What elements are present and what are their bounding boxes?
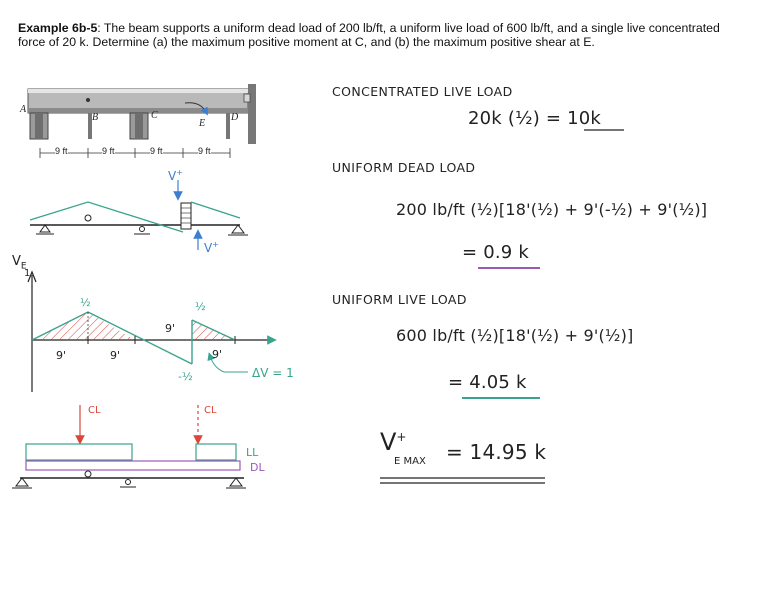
point-e-label: E — [199, 118, 206, 129]
load-layout — [12, 405, 246, 488]
point-d-label: D — [231, 112, 239, 123]
concentrated-equation: 20k (½) = 10k — [468, 108, 602, 129]
delta-v-label: ΔV = 1 — [252, 366, 294, 380]
cl-right-label: CL — [204, 405, 217, 416]
total-result: = 14.95 k — [446, 440, 547, 464]
dead-load-equation: 200 lb/ft (½)[18'(½) + 9'(-½) + 9'(½)] — [396, 200, 708, 219]
total-v-subscript: E MAX — [394, 456, 426, 467]
load-v-label: V+ — [168, 168, 183, 183]
peak-right-label: ½ — [195, 300, 206, 313]
concentrated-result: 10k — [567, 108, 602, 129]
reaction-v-label: V+ — [204, 240, 219, 255]
live-load-heading: UNIFORM LIVE LOAD — [332, 292, 467, 307]
point-b-label: B — [92, 112, 99, 123]
total-v-symbol: V+ — [380, 428, 407, 456]
influence-line-diagram — [28, 272, 272, 392]
ve-axis-label: $V_E$ — [12, 254, 27, 272]
dead-load-heading: UNIFORM DEAD LOAD — [332, 160, 476, 175]
problem-text: : The beam supports a uniform dead load of 200 lb/ft, a uniform live load of 600 lb/ft, and a single live concentrated force of 20 k. Determine (a) the maximum positive moment at C, and (b) the maximum positive shear at E. — [18, 21, 720, 49]
live-load-result: = 4.05 k — [448, 372, 527, 393]
negative-value-label: -½ — [178, 370, 193, 383]
concentrated-heading: CONCENTRATED LIVE LOAD — [332, 84, 513, 99]
point-a-label: A — [20, 104, 27, 115]
span-label: 9 ft — [102, 146, 115, 156]
span-label: 9 ft — [150, 146, 163, 156]
peak-left-label: ½ — [80, 296, 91, 309]
dead-load-result: = 0.9 k — [462, 242, 529, 263]
point-c-label: C — [151, 110, 158, 121]
dl-label: DL — [250, 461, 265, 474]
problem-label: Example 6b-5 — [18, 21, 98, 35]
live-load-equation: 600 lb/ft (½)[18'(½) + 9'(½)] — [396, 326, 634, 345]
cl-left-label: CL — [88, 405, 101, 416]
segment-label: 9' — [110, 349, 121, 362]
segment-label: 9' — [212, 348, 223, 361]
segment-label: 9' — [165, 322, 176, 335]
ll-label: LL — [246, 446, 259, 459]
span-label: 9 ft — [55, 146, 68, 156]
segment-label: 9' — [56, 349, 67, 362]
axis-tick-label: 1 — [24, 268, 31, 279]
span-label: 9 ft — [198, 146, 211, 156]
